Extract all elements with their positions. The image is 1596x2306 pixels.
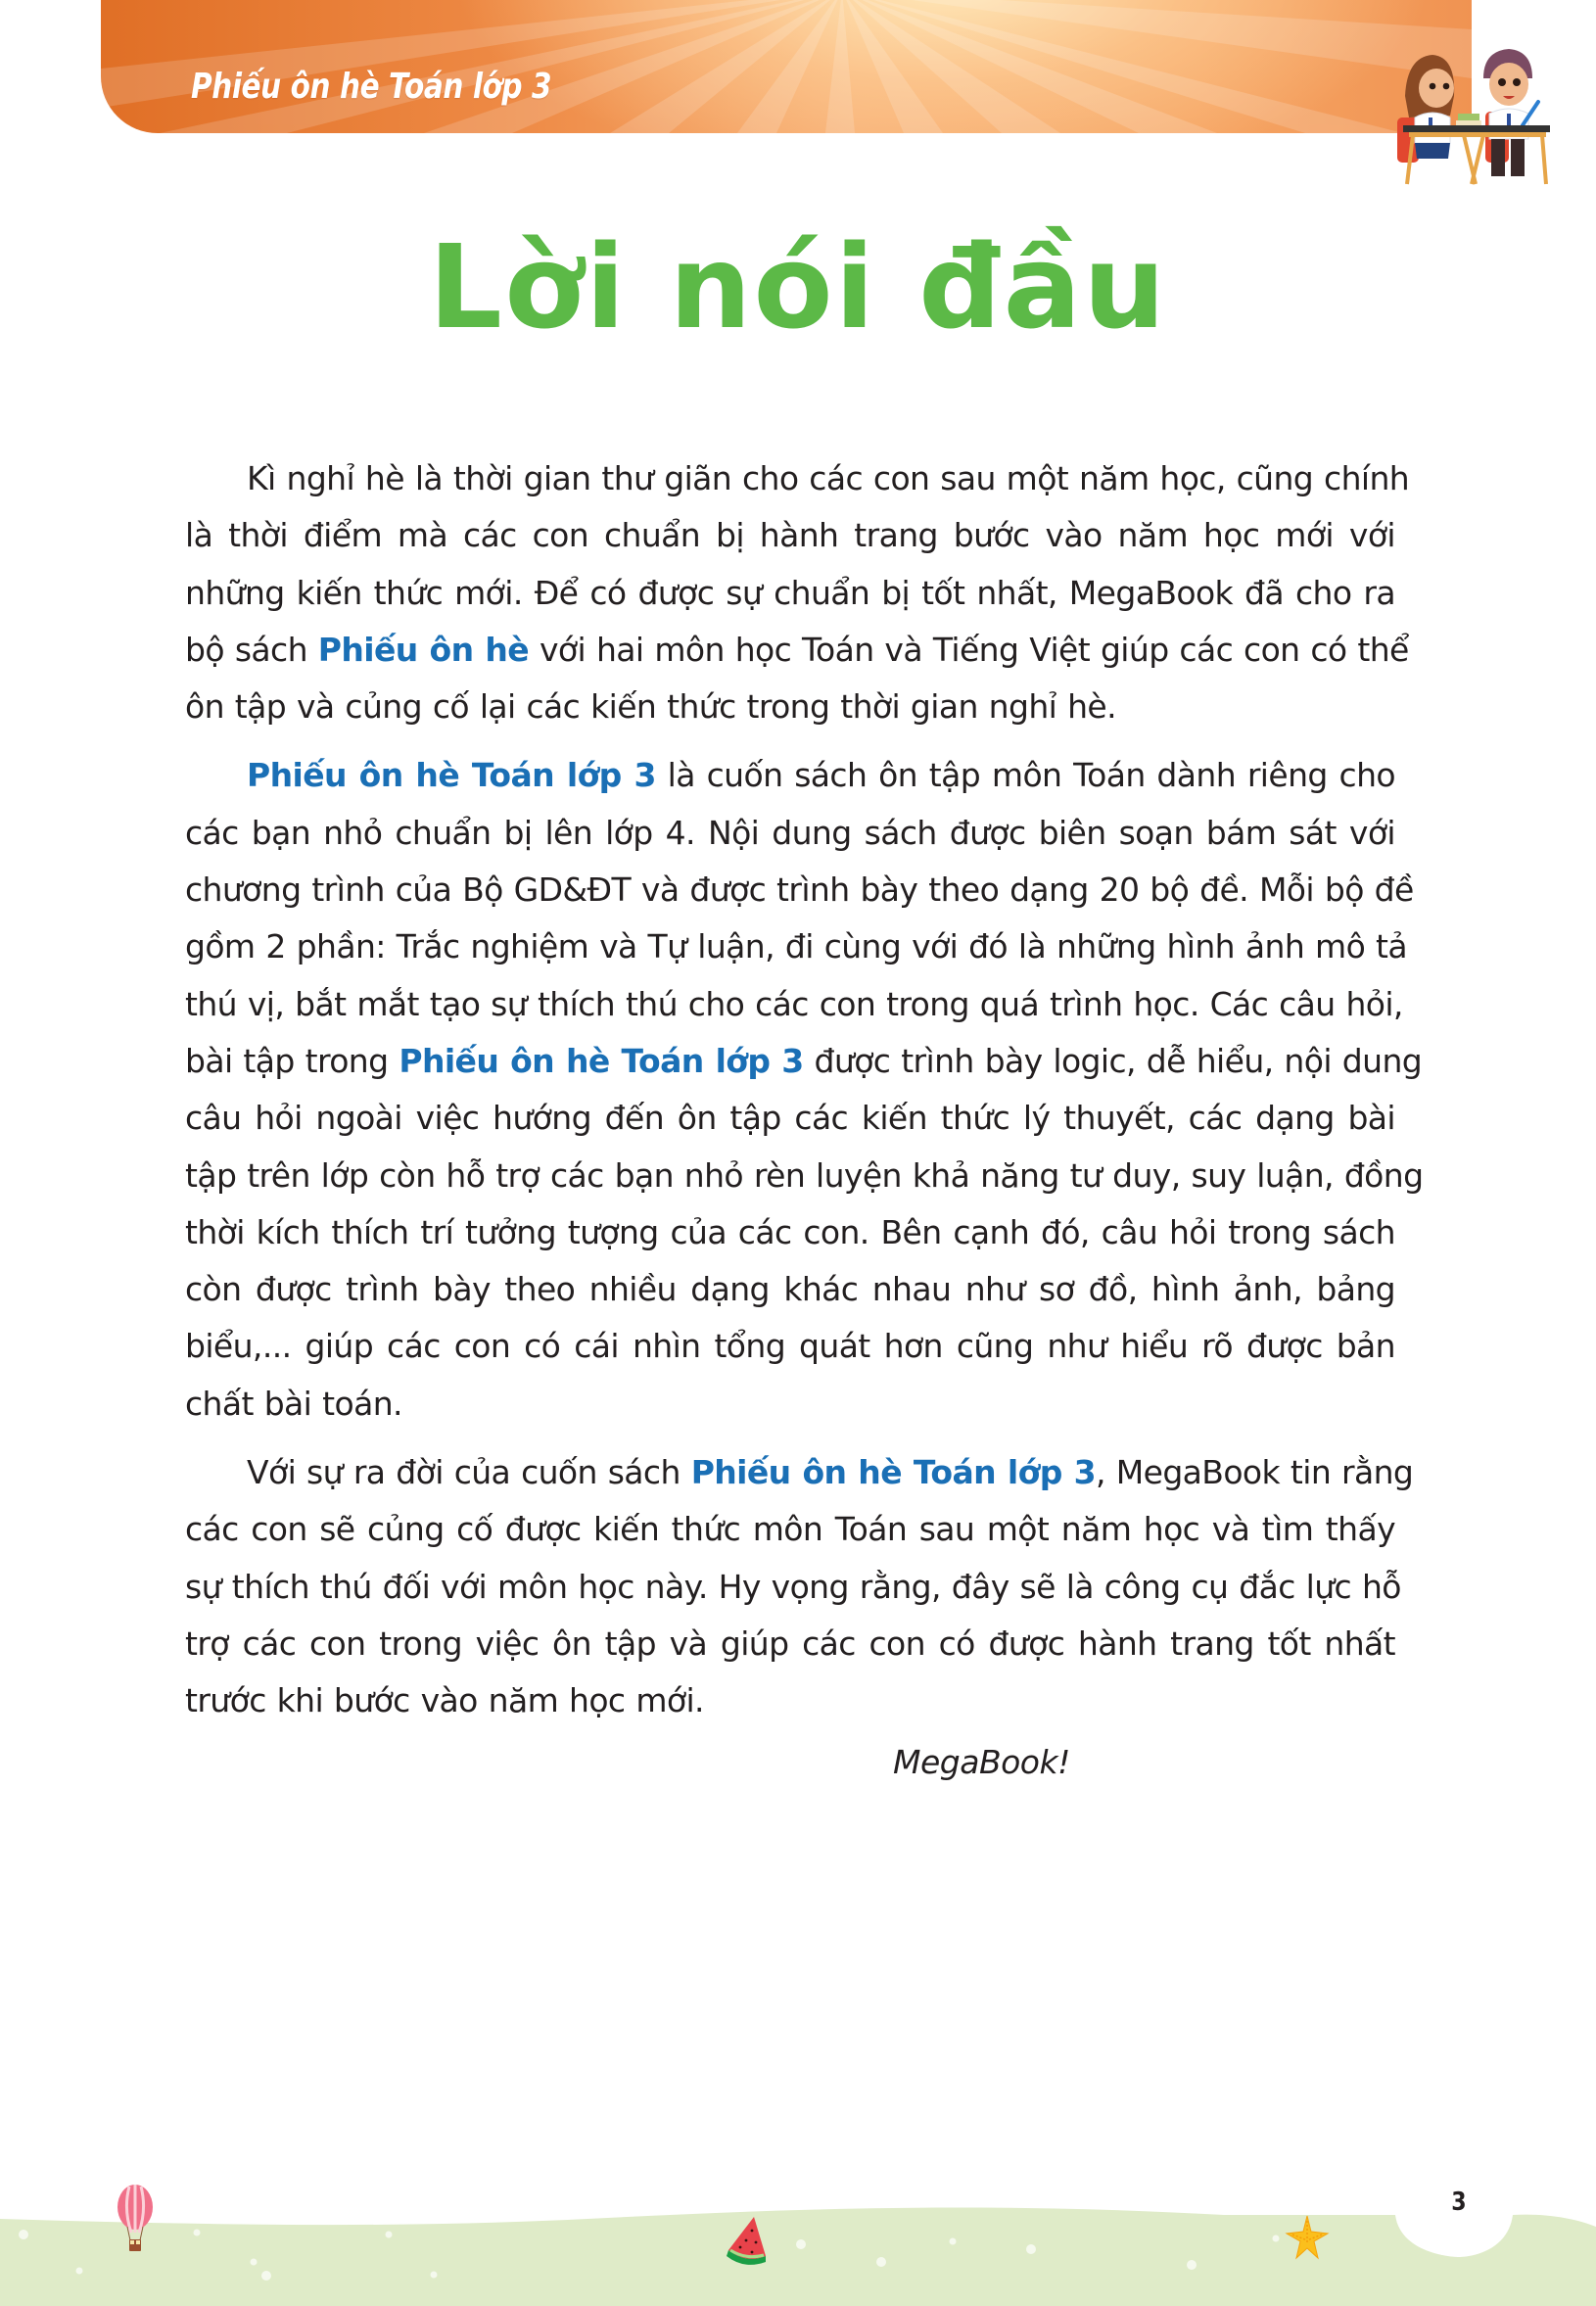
text-line <box>185 918 1408 975</box>
text-span: tập trên lớp còn hỗ trợ các bạn nhỏ rèn luyện khả năng tư duy, suy luận, đồng <box>185 1155 1424 1195</box>
text-line <box>185 1204 1395 1261</box>
text-span: Kì nghỉ hè là thời gian thư giãn cho các con sau một năm học, cũng chính <box>247 459 1410 497</box>
text-span: Với sự ra đời của cuốn sách <box>247 1453 691 1492</box>
text-span: chương trình của Bộ GD&ĐT và được trình bày theo dạng 20 bộ đề. Mỗi bộ đề <box>185 871 1414 910</box>
text-line <box>185 1318 1395 1375</box>
students-illustration <box>1385 37 1552 186</box>
text-span: sự thích thú đối với môn học này. Hy vọng rằng, đây sẽ là công cụ đắc lực hỗ <box>185 1567 1401 1606</box>
text-span: bài tập trong <box>185 1041 399 1080</box>
header-banner <box>101 0 1472 133</box>
text-line <box>185 805 1395 862</box>
text-span: ôn tập và củng cố lại các kiến thức trong thời gian nghỉ hè. <box>185 687 1117 727</box>
hot-air-balloon-icon <box>116 2184 155 2260</box>
text-span: thú vị, bắt mắt tạo sự thích thú cho các con trong quá trình học. Các câu hỏi, <box>185 984 1403 1023</box>
text-line <box>185 1672 1395 1729</box>
page-number: 3 <box>1451 2188 1467 2217</box>
running-title: Phiếu ôn hè Toán lớp 3 <box>191 67 552 107</box>
watermelon-slice-icon <box>725 2215 770 2266</box>
footer-meadow <box>0 2154 1596 2306</box>
text-line <box>185 622 1409 679</box>
starfish-icon <box>1285 2215 1330 2260</box>
book-title-highlight: Phiếu ôn hè Toán lớp 3 <box>690 1453 1096 1492</box>
paragraph <box>185 1444 1414 1729</box>
text-line <box>185 1559 1401 1616</box>
text-line <box>185 507 1395 564</box>
text-line <box>185 1444 1414 1501</box>
text-line <box>185 1616 1395 1672</box>
text-line <box>185 565 1395 622</box>
paragraph <box>185 747 1424 1433</box>
text-line <box>185 1090 1395 1147</box>
text-span: thời kích thích trí tưởng tượng của các con. Bên cạnh đó, câu hỏi trong sách <box>185 1212 1395 1251</box>
preface-body <box>185 450 1424 1742</box>
text-span: những kiến thức mới. Để có được sự chuẩn bị tốt nhất, MegaBook đã cho ra <box>185 573 1395 612</box>
book-title-highlight: Phiếu ôn hè Toán lớp 3 <box>247 756 656 795</box>
text-line <box>185 747 1395 804</box>
text-span: gồm 2 phần: Trắc nghiệm và Tự luận, đi cùng với đó là những hình ảnh mô tả <box>185 927 1408 966</box>
book-title-highlight: Phiếu ôn hè Toán lớp 3 <box>399 1041 804 1080</box>
book-title-highlight: Phiếu ôn hè <box>317 630 530 669</box>
text-span: bộ sách <box>185 630 318 669</box>
text-line <box>185 1148 1424 1204</box>
text-span: , MegaBook tin rằng <box>1095 1453 1414 1492</box>
text-line <box>185 1033 1423 1090</box>
text-span: với hai môn học Toán và Tiếng Việt giúp các con có thể <box>529 630 1409 669</box>
page-title: Lời nói đầu <box>428 219 1168 354</box>
paragraph <box>185 450 1410 735</box>
text-span: các bạn nhỏ chuẩn bị lên lớp 4. Nội dung sách được biên soạn bám sát với <box>185 813 1395 852</box>
text-span: được trình bày logic, dễ hiểu, nội dung <box>803 1041 1423 1080</box>
text-line <box>185 1261 1395 1318</box>
text-line <box>185 862 1414 918</box>
text-span: trước khi bước vào năm học mới. <box>185 1681 704 1720</box>
text-line <box>185 1376 1395 1433</box>
text-span: là thời điểm mà các con chuẩn bị hành trang bước vào năm học mới với <box>185 516 1395 555</box>
text-span: các con sẽ củng cố được kiến thức môn Toán sau một năm học và tìm thấy <box>185 1510 1395 1549</box>
text-line <box>185 679 1395 735</box>
text-span: là cuốn sách ôn tập môn Toán dành riêng cho <box>655 756 1395 795</box>
text-span: câu hỏi ngoài việc hướng đến ôn tập các kiến thức lý thuyết, các dạng bài <box>185 1099 1395 1138</box>
text-line <box>185 976 1403 1033</box>
signature: MegaBook! <box>893 1743 1070 1781</box>
text-line <box>185 1501 1395 1558</box>
text-span: trợ các con trong việc ôn tập và giúp các con có được hành trang tốt nhất <box>185 1624 1395 1663</box>
text-span: chất bài toán. <box>185 1384 402 1423</box>
text-line <box>185 450 1410 507</box>
text-span: còn được trình bày theo nhiều dạng khác nhau như sơ đồ, hình ảnh, bảng <box>185 1270 1395 1309</box>
text-span: biểu,... giúp các con có cái nhìn tổng quát hơn cũng như hiểu rõ được bản <box>185 1327 1395 1366</box>
